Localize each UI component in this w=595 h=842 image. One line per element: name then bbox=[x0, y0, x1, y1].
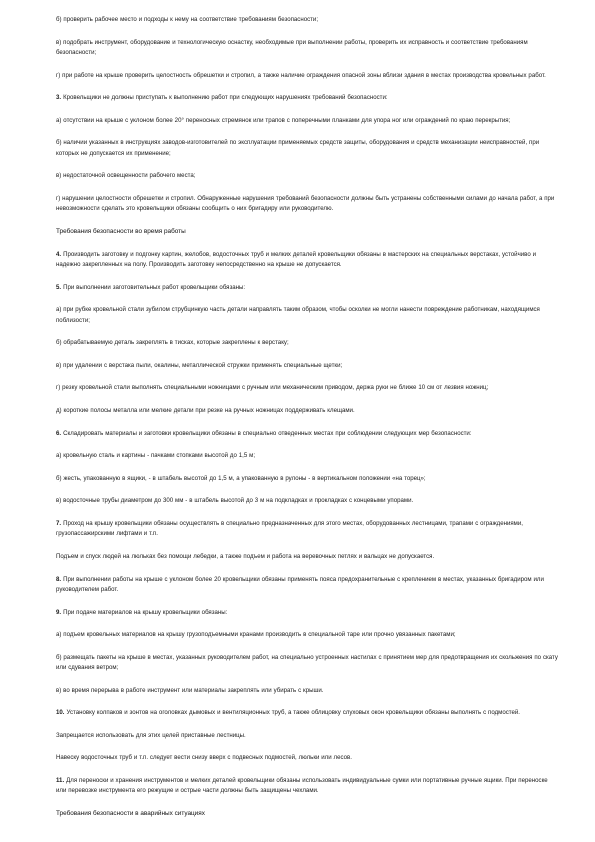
paragraph bbox=[56, 776, 559, 797]
paragraph bbox=[56, 71, 559, 81]
document-body bbox=[56, 15, 559, 819]
paragraph-text: При выполнении заготовительных работ кровельщики обязаны: bbox=[63, 283, 246, 291]
paragraph bbox=[56, 406, 559, 416]
paragraph bbox=[56, 361, 559, 371]
paragraph bbox=[56, 93, 559, 103]
paragraph bbox=[56, 608, 559, 618]
paragraph bbox=[56, 194, 559, 215]
item-number: 8. bbox=[56, 575, 62, 583]
paragraph-text: в) недостаточной освещенности рабочего места; bbox=[56, 172, 196, 180]
paragraph bbox=[56, 519, 559, 540]
section-heading bbox=[56, 809, 559, 819]
paragraph-text: г) нарушении целостности обрешетки и стропил. Обнаруженные нарушения требований безопасности должны быть устранены собственными силами до начала работ, а при невозможности сделать это кровельщики обязаны сообщить о них бригадиру или руководителю. bbox=[56, 194, 555, 213]
paragraph-text: б) обрабатываемую деталь закреплять в тисках, которые закреплены к верстаку; bbox=[56, 339, 289, 347]
paragraph bbox=[56, 138, 559, 159]
paragraph bbox=[56, 630, 559, 640]
paragraph bbox=[56, 552, 559, 562]
paragraph-text: а) при рубке кровельной стали зубилом струбцинкую часть детали направлять таким образом, чтобы осколки не могли нанести повреждение работникам, находящимся поблизости; bbox=[56, 306, 540, 324]
paragraph bbox=[56, 383, 559, 393]
paragraph bbox=[56, 653, 559, 674]
paragraph-text: г) при работе на крыше проверить целостность обрешетки и стропил, а также наличие ограждения опасной зоны вблизи здания в местах производства кровельных работ. bbox=[56, 71, 546, 79]
paragraph-text: г) резку кровельной стали выполнять специальными ножницами с ручным или механическим приводом, держа руки не ближе 10 см от лезвия ножниц; bbox=[56, 384, 489, 392]
paragraph-text: Складировать материалы и заготовки кровельщики обязаны в специально отведенных местах при соблюдении следующих мер безопасности: bbox=[63, 429, 472, 437]
paragraph-text: Требования безопасности во время работы bbox=[56, 227, 186, 235]
paragraph-text: Кровельщики не должны приступать к выполнению работ при следующих нарушениях требований безопасности: bbox=[63, 94, 388, 102]
paragraph-text: При выполнении работы на крыше с уклоном более 20 кровельщики обязаны применять пояса предохранительные с креплением в местах, указанных бригадиром или руководителем работ. bbox=[56, 575, 544, 593]
paragraph-text: б) жесть, упакованную в ящики, - в штабель высотой до 1,5 м, а упакованную в рулоны - в вертикальном положении «на торец»; bbox=[56, 474, 426, 482]
item-number: 5. bbox=[56, 283, 62, 291]
paragraph-text: б) наличии указанных в инструкциях заводов-изготовителей по эксплуатации применяемых средств защиты, оборудования и средств механизации неисправностей, при которых не допускается их применение; bbox=[56, 139, 540, 157]
item-number: 10. bbox=[56, 709, 65, 717]
paragraph bbox=[56, 116, 559, 126]
item-number: 3. bbox=[56, 94, 62, 102]
paragraph bbox=[56, 15, 559, 25]
paragraph bbox=[56, 171, 559, 181]
paragraph-text: в) подобрать инструмент, оборудование и технологическую оснастку, необходимые при выполнении работы, проверить их исправность и соответствие требованиям безопасности; bbox=[56, 38, 528, 56]
paragraph-text: в) водосточные трубы диаметром до 300 мм - в штабель высотой до 3 м на подкладках и прокладках с концевыми упорами. bbox=[56, 497, 414, 505]
item-number: 9. bbox=[56, 608, 62, 616]
item-number: 11. bbox=[56, 777, 65, 785]
paragraph-text: Производить заготовку и подгонку картин, желобов, водосточных труб и мелких деталей кровельщики обязаны в мастерских на специальных верстаках, устойчиво и надежно закрепленных на полу. Производить заготовку непосредственно на крыше не допускается. bbox=[56, 250, 537, 268]
paragraph-text: а) кровельную сталь и картины - пачками стопками высотой до 1,5 м; bbox=[56, 452, 256, 460]
paragraph bbox=[56, 686, 559, 696]
paragraph-text: б) размещать пакеты на крыше в местах, указанных руководителем работ, на специально устроенных настилах с принятием мер для предотвращения их скольжения по скату или сдувания ветром; bbox=[56, 653, 558, 672]
paragraph bbox=[56, 283, 559, 293]
paragraph-text: Запрещается использовать для этих целей приставные лестницы. bbox=[56, 731, 246, 739]
item-number: 4. bbox=[56, 250, 62, 258]
paragraph-text: а) отсутствии на крыше с уклоном более 20° переносных стремянок или трапов с поперечными планками для упора ног или ограждений по краю перекрытия; bbox=[56, 116, 511, 124]
paragraph bbox=[56, 338, 559, 348]
paragraph-text: Требования безопасности в аварийных ситуациях bbox=[56, 810, 205, 818]
paragraph bbox=[56, 451, 559, 461]
paragraph-text: в) во время перерыва в работе инструмент или материалы закреплять или убирать с крыши. bbox=[56, 686, 324, 694]
section-heading bbox=[56, 227, 559, 237]
paragraph-text: д) короткие полосы металла или мелкие детали при резке на ручных ножницах поддерживать клещами. bbox=[56, 406, 355, 414]
paragraph bbox=[56, 305, 559, 326]
paragraph-text: При подаче материалов на крышу кровельщики обязаны: bbox=[63, 608, 228, 616]
paragraph-text: б) проверить рабочее место и подходы к нему на соответствие требованиям безопасности; bbox=[56, 16, 319, 23]
paragraph bbox=[56, 38, 559, 59]
paragraph bbox=[56, 753, 559, 763]
paragraph-text: Подъем и спуск людей на люльках без помощи лебедки, а также подъем и работа на веревочных петлях и вальцах не допускается. bbox=[56, 552, 435, 560]
paragraph bbox=[56, 429, 559, 439]
paragraph bbox=[56, 708, 559, 718]
paragraph bbox=[56, 250, 559, 271]
paragraph-text: Для переноски и хранения инструментов и мелких деталей кровельщики обязаны использовать индивидуальные сумки или портативные ручные ящики. При переноске или перевозке инструмента его режущие и острые части должны быть защищены чехлами. bbox=[56, 777, 548, 795]
paragraph bbox=[56, 731, 559, 741]
item-number: 7. bbox=[56, 519, 62, 527]
paragraph-text: Проход на крышу кровельщики обязаны осуществлять в специально предназначенных для этого местах, оборудованных лестницами, трапами с ограждениями, грузопассажирскими лифтами и т.п. bbox=[56, 519, 523, 538]
paragraph-text: а) подъем кровельных материалов на крышу грузоподъемными кранами производить в специальной таре или прочно увязанных пакетами; bbox=[56, 631, 456, 639]
paragraph bbox=[56, 496, 559, 506]
paragraph bbox=[56, 474, 559, 484]
paragraph-text: в) при удалении с верстака пыли, окалины, металлической стружки применять специальные щетки; bbox=[56, 361, 343, 369]
paragraph-text: Установку колпаков и зонтов на оголовках дымовых и вентиляционных труб, а также облицовку слуховых окон кровельщики обязаны выполнять с подмостей. bbox=[66, 709, 520, 717]
paragraph bbox=[56, 575, 559, 596]
item-number: 6. bbox=[56, 429, 62, 437]
paragraph-text: Навеску водосточных труб и т.п. следует вести снизу вверх с подвесных подмостей, люльки или лесов. bbox=[56, 754, 352, 762]
